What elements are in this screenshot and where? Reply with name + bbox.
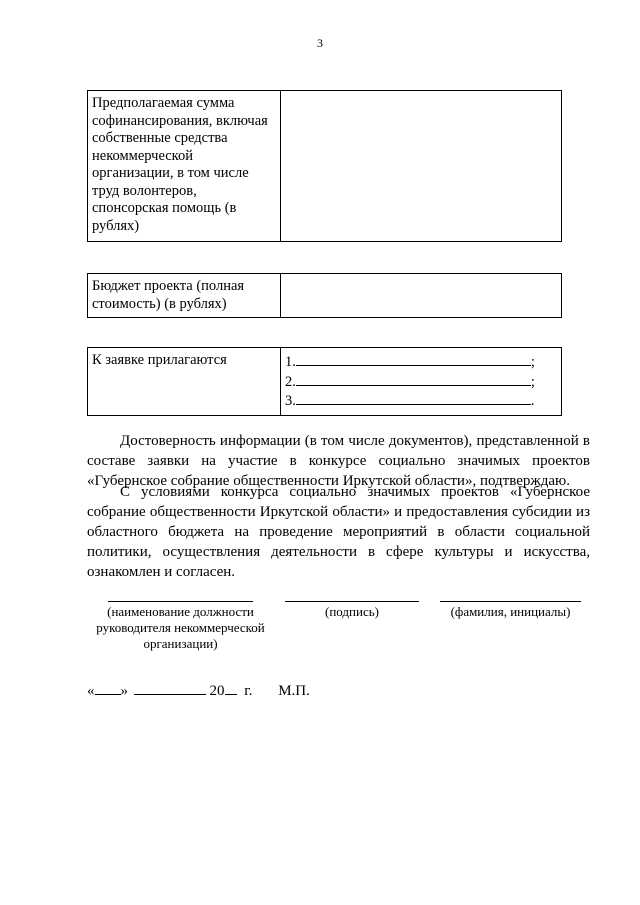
signature-line[interactable] (285, 601, 419, 602)
name-caption: (фамилия, инициалы) (450, 604, 571, 619)
date-close-quote: » (120, 683, 128, 699)
year-prefix: 20 (209, 683, 225, 699)
attachment-blank[interactable] (296, 352, 531, 366)
date-open-quote: « (87, 683, 95, 699)
stamp-label: М.П. (278, 683, 310, 699)
name-signature-line[interactable] (440, 601, 581, 602)
position-caption: (наименование должности руководителя некоммерческой организации) (96, 604, 265, 651)
year-blank[interactable] (225, 682, 237, 695)
attachment-number: 2. (285, 373, 296, 390)
attachment-line-2[interactable] (285, 372, 557, 392)
position-signature-line[interactable] (108, 601, 253, 602)
day-blank[interactable] (95, 682, 121, 695)
budget-value-cell[interactable] (281, 274, 562, 318)
attachment-line-3[interactable] (285, 391, 557, 411)
attachment-end: . (530, 393, 535, 409)
attachment-number: 1. (285, 354, 296, 370)
attachment-end: ; (530, 373, 535, 390)
attachments-label: К заявке прилагаются (88, 348, 281, 416)
cofinancing-label: Предполагаемая сумма софинансирования, включая собственные средства некоммерческой организации, в том числе труд волонтеров, спонсорская помощь (в рублях) (88, 91, 281, 242)
year-suffix: г. (244, 683, 253, 699)
cofinancing-value-cell[interactable] (281, 91, 562, 242)
attachment-end: ; (530, 354, 535, 370)
attachments-table (87, 347, 562, 416)
budget-table (87, 273, 562, 318)
attachment-number: 3. (285, 393, 296, 409)
attachments-list (281, 348, 562, 416)
attachment-blank[interactable] (296, 372, 531, 386)
page-number: 3 (317, 36, 323, 50)
month-blank[interactable] (134, 682, 206, 695)
attachment-line-1[interactable] (285, 352, 557, 372)
budget-label: Бюджет проекта (полная стоимость) (в рублях) (88, 274, 281, 318)
attachment-blank[interactable] (296, 391, 531, 405)
signature-caption: (подпись) (325, 604, 379, 619)
date-line (87, 682, 310, 700)
agreement-paragraph: С условиями конкурса социально значимых проектов «Губернское собрание общественности Иркутской области» и предоставления субсидии из областного бюджета на проведение мероприятий в области социальной политики, осуществления деятельности в сфере культуры и искусства, ознакомлен и согласен. (87, 484, 590, 580)
confirmation-paragraph: Достоверность информации (в том числе документов), представленной в составе заявки на участие в конкурсе социально значимых проектов «Губернское собрание общественности Иркутской области», подтверждаю. (87, 433, 590, 489)
cofinancing-table (87, 90, 562, 242)
